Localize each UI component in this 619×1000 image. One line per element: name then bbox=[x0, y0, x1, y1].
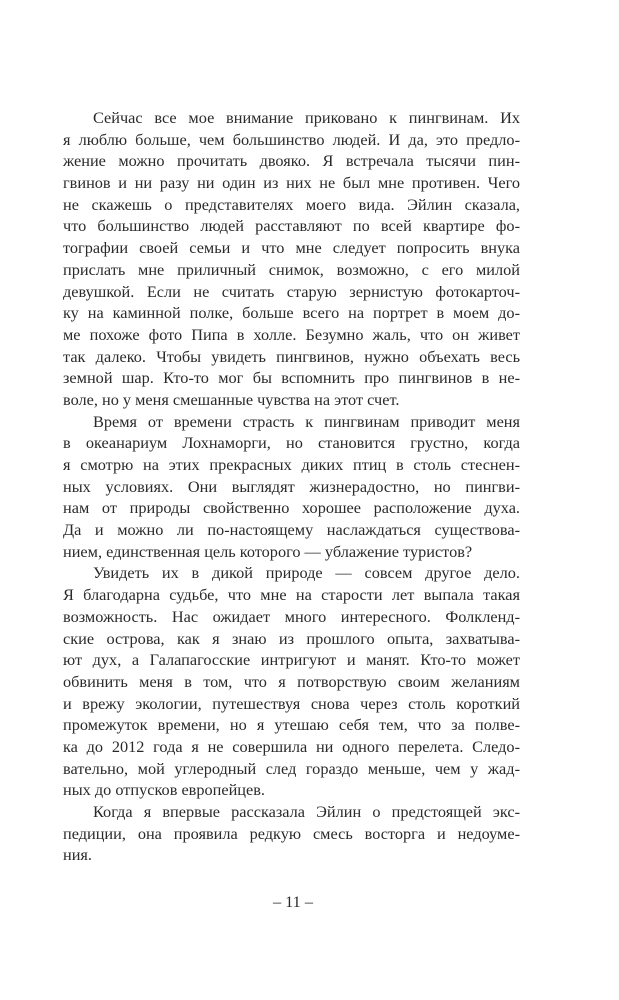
text-line: ния. bbox=[63, 845, 92, 865]
text-line: ме похоже фото Пипа в холле. Безумно жаль, что он живет bbox=[63, 324, 520, 344]
text-line: ют дух, а Галапагосские интригуют и манят. Кто-то может bbox=[63, 650, 520, 670]
text-line: не скажешь о представителях моего вида. Эйлин сказала, bbox=[63, 194, 520, 214]
text-line: жение можно прочитать двояко. Я встречала тысячи пин- bbox=[63, 151, 520, 171]
paragraph bbox=[63, 562, 520, 801]
text-line: я люблю больше, чем большинство людей. И да, это предло- bbox=[63, 129, 520, 149]
text-line: нием, единственная цель которого — ублажение туристов? bbox=[63, 541, 473, 561]
text-line: возможность. Нас ожидает много интересного. Фолкленд- bbox=[63, 606, 520, 626]
text-line: так далеко. Чтобы увидеть пингвинов, нужно объехать весь bbox=[63, 346, 520, 366]
text-line: воле, но у меня смешанные чувства на этот счет. bbox=[63, 389, 400, 409]
text-line: тографии своей семьи и что мне следует попросить внука bbox=[63, 238, 520, 258]
paragraph bbox=[63, 411, 520, 563]
text-line: девушкой. Если не считать старую зернистую фотокарточ- bbox=[63, 281, 520, 301]
text-line: я смотрю на этих прекрасных диких птиц в столь стеснен- bbox=[63, 455, 520, 474]
text-line: Время от времени страсть к пингвинам приводит меня bbox=[93, 411, 520, 431]
text-line: обвинить меня в том, что я потворствую своим желаниям bbox=[63, 671, 520, 691]
text-line: педиции, она проявила редкую смесь восторга и недоуме- bbox=[63, 823, 520, 843]
text-line: промежуток времени, но я утешаю себя тем, что за полве- bbox=[63, 715, 520, 735]
text-line: что большинство людей расставляют по всей квартире фо- bbox=[63, 216, 520, 236]
text-line: вательно, мой углеродный след гораздо меньше, чем у жад- bbox=[63, 758, 520, 778]
body-text bbox=[63, 107, 520, 866]
text-line: гвинов и ни разу ни один из них не был мне противен. Чего bbox=[63, 173, 520, 193]
text-line: в океанариум Лохнаморги, но становится грустно, когда bbox=[63, 433, 520, 453]
text-line: нам от природы свойственно хорошее расположение духа. bbox=[63, 498, 520, 518]
text-line: Я благодарна судьбе, что мне на старости лет выпала такая bbox=[63, 585, 520, 605]
text-line: ские острова, как я знаю из прошлого опыта, захватыва- bbox=[63, 628, 520, 648]
text-line: Увидеть их в дикой природе — совсем другое дело. bbox=[93, 563, 520, 583]
text-line: ка до 2012 года я не совершила ни одного перелета. Следо- bbox=[63, 736, 520, 756]
paragraph bbox=[63, 801, 520, 866]
text-line: ку на каминной полке, больше всего на портрет в моем до- bbox=[63, 303, 520, 323]
paragraph bbox=[63, 107, 520, 411]
text-line: ных условиях. Они выглядят жизнерадостно, но пингви- bbox=[63, 476, 520, 496]
page-number: – 11 – bbox=[272, 892, 314, 911]
text-line: Да и можно ли по-настоящему наслаждаться существова- bbox=[63, 520, 520, 540]
text-line: ных до отпусков европейцев. bbox=[63, 780, 266, 800]
text-line: и врежу экологии, путешествуя снова через столь короткий bbox=[63, 693, 520, 713]
text-line: Когда я впервые рассказала Эйлин о предстоящей экс- bbox=[93, 802, 520, 821]
text-line: Сейчас все мое внимание приковано к пингвинам. Их bbox=[93, 108, 520, 127]
text-line: земной шар. Кто-то мог бы вспомнить про пингвинов в не- bbox=[63, 368, 520, 388]
text-line: прислать мне приличный снимок, возможно, с его милой bbox=[63, 259, 520, 279]
